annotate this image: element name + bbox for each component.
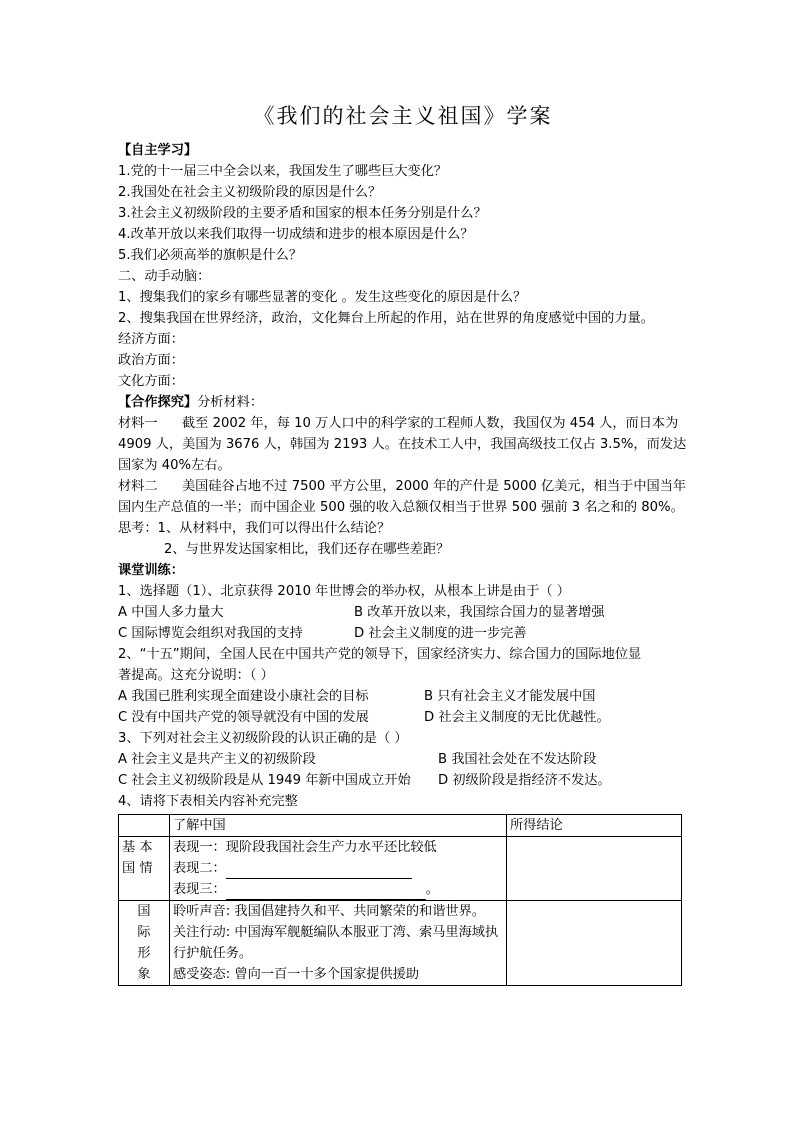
table-line: 感受姿态: 曾向一百一十多个国家提供援助 [173,967,420,982]
option-d: D 社会主义制度的无比优越性。 [424,710,610,725]
self-study-question: 5.我们必须高举的旗帜是什么？ [118,248,303,263]
self-study-question: 3.社会主义初级阶段的主要矛盾和国家的根本任务分别是什么？ [118,206,487,221]
row-label-char: 形 [137,946,151,961]
self-study-question: 2.我国处在社会主义初级阶段的原因是什么？ [118,185,382,200]
table-line: 关注行动: 中国海军舰艇编队本服亚丁湾、索马里海域执行护航任务。 [173,925,499,961]
table-row-basic [119,837,682,901]
document-page [118,100,688,986]
option-row [118,686,688,707]
material-two [118,476,688,518]
table-header-row [119,815,682,837]
table-line-label: 表现二： [173,861,226,876]
self-study-question: 4.改革开放以来我们取得一切成绩和进步的根本原因是什么？ [118,227,474,242]
table-line: 表现一：现阶段我国社会生产力水平还比较低 [173,840,437,855]
row-label-basic: 基 本 国 情 [119,837,170,901]
option-d: D 社会主义制度的进一步完善 [354,626,527,641]
self-study-heading: 【自主学习】 [118,143,198,158]
hands-on-heading: 二、动手动脑： [118,269,211,284]
row-conclusion-basic[interactable] [507,837,682,901]
row-content-image [170,901,507,986]
option-row [118,707,688,728]
material-one-label: 材料一 [118,416,158,431]
option-c: C 没有中国共产党的领导就没有中国的发展 [118,710,369,725]
option-c: C 国际博览会组织对我国的支持 [118,626,303,641]
cooperation-heading [118,392,688,413]
material-one-text: 截至 2002 年，每 10 万人口中的科学家的工程师人数，我国仅为 454 人，而日本为 4909 人，美国为 3676 人，韩国为 2193 人。在技术工人中，我国高级技工仅占 3.5%，而发达国家为 40%左右。 [118,416,687,473]
option-row [118,770,688,791]
table-line-end: 。 [425,882,439,897]
option-b: B 改革开放以来，我国综合国力的显著增强 [354,605,605,620]
option-c: C 社会主义初级阶段是从 1949 年新中国成立开始 [118,773,411,788]
table-line [173,858,503,879]
blank-line[interactable] [226,864,412,879]
aspect-politics: 政治方面： [118,353,184,368]
question-two-cont: 著提高。这充分说明：（ ） [118,668,274,683]
row-content-basic [170,837,507,901]
think-question: 思考：1、从材料中，我们可以得出什么结论？ [118,521,391,536]
option-row [118,602,688,623]
option-a: A 中国人多力量大 [118,605,224,620]
cooperation-heading-tail: 分析材料： [197,395,264,410]
table-line-label: 表现三： [173,882,226,897]
self-study-question: 1.党的十一届三中全会以来，我国发生了哪些巨大变化？ [118,164,448,179]
row-label-char: 际 [137,925,151,940]
row-label-image [119,901,170,986]
page-title: 《我们的社会主义祖国》学案 [253,104,553,128]
option-b: B 只有社会主义才能发展中国 [424,689,596,704]
aspect-culture: 文化方面： [118,374,184,389]
hands-on-item: 2、搜集我国在世界经济，政治，文化舞台上所起的作用，站在世界的角度感觉中国的力量。 [118,311,654,326]
hands-on-item: 1、搜集我们的家乡有哪些显著的变化 。发生这些变化的原因是什么？ [118,290,527,305]
material-two-text: 美国硅谷占地不过 7500 平方公里，2000 年的产什是 5000 亿美元，相当于中国当年国内生产总值的一半；而中国企业 500 强的收入总额仅相当于世界 500 强前 3 名之和的 80%。 [118,479,687,515]
question-four: 4、请将下表相关内容补充完整 [118,794,298,809]
china-table [118,814,682,986]
table-header-empty [119,815,170,837]
option-d: D 初级阶段是指经济不发达。 [438,773,611,788]
option-a: A 我国已胜利实现全面建设小康社会的目标 [118,689,369,704]
question-one: 1、选择题（1）、北京获得 2010 年世博会的举办权，从根本上讲是由于（ ） [118,584,570,599]
table-row-image [119,901,682,986]
training-heading: 课堂训练： [118,563,184,578]
row-label-char: 国 [137,904,151,919]
option-row [118,749,688,770]
material-one [118,413,688,476]
table-header-mid: 了解中国 [170,815,507,837]
material-two-label: 材料二 [118,479,158,494]
option-a: A 社会主义是共产主义的初级阶段 [118,752,316,767]
table-line [173,879,503,900]
table-header-right: 所得结论 [507,815,682,837]
question-three: 3、下列对社会主义初级阶段的认识正确的是（ ） [118,731,408,746]
cooperation-heading-bold: 【合作探究】 [118,395,198,410]
row-conclusion-image[interactable] [507,901,682,986]
blank-line[interactable] [226,885,426,900]
think-question: 2、与世界发达国家相比，我们还存在哪些差距？ [164,542,450,557]
option-b: B 我国社会处在不发达阶段 [438,752,597,767]
aspect-economy: 经济方面： [118,332,184,347]
question-two: 2、“十五”期间，全国人民在中国共产党的领导下，国家经济实力、综合国力的国际地位显 [118,647,642,662]
option-row [118,623,688,644]
row-label-char: 象 [137,967,151,982]
table-line: 聆听声音: 我国倡建持久和平、共同繁荣的和谐世界。 [173,904,485,919]
